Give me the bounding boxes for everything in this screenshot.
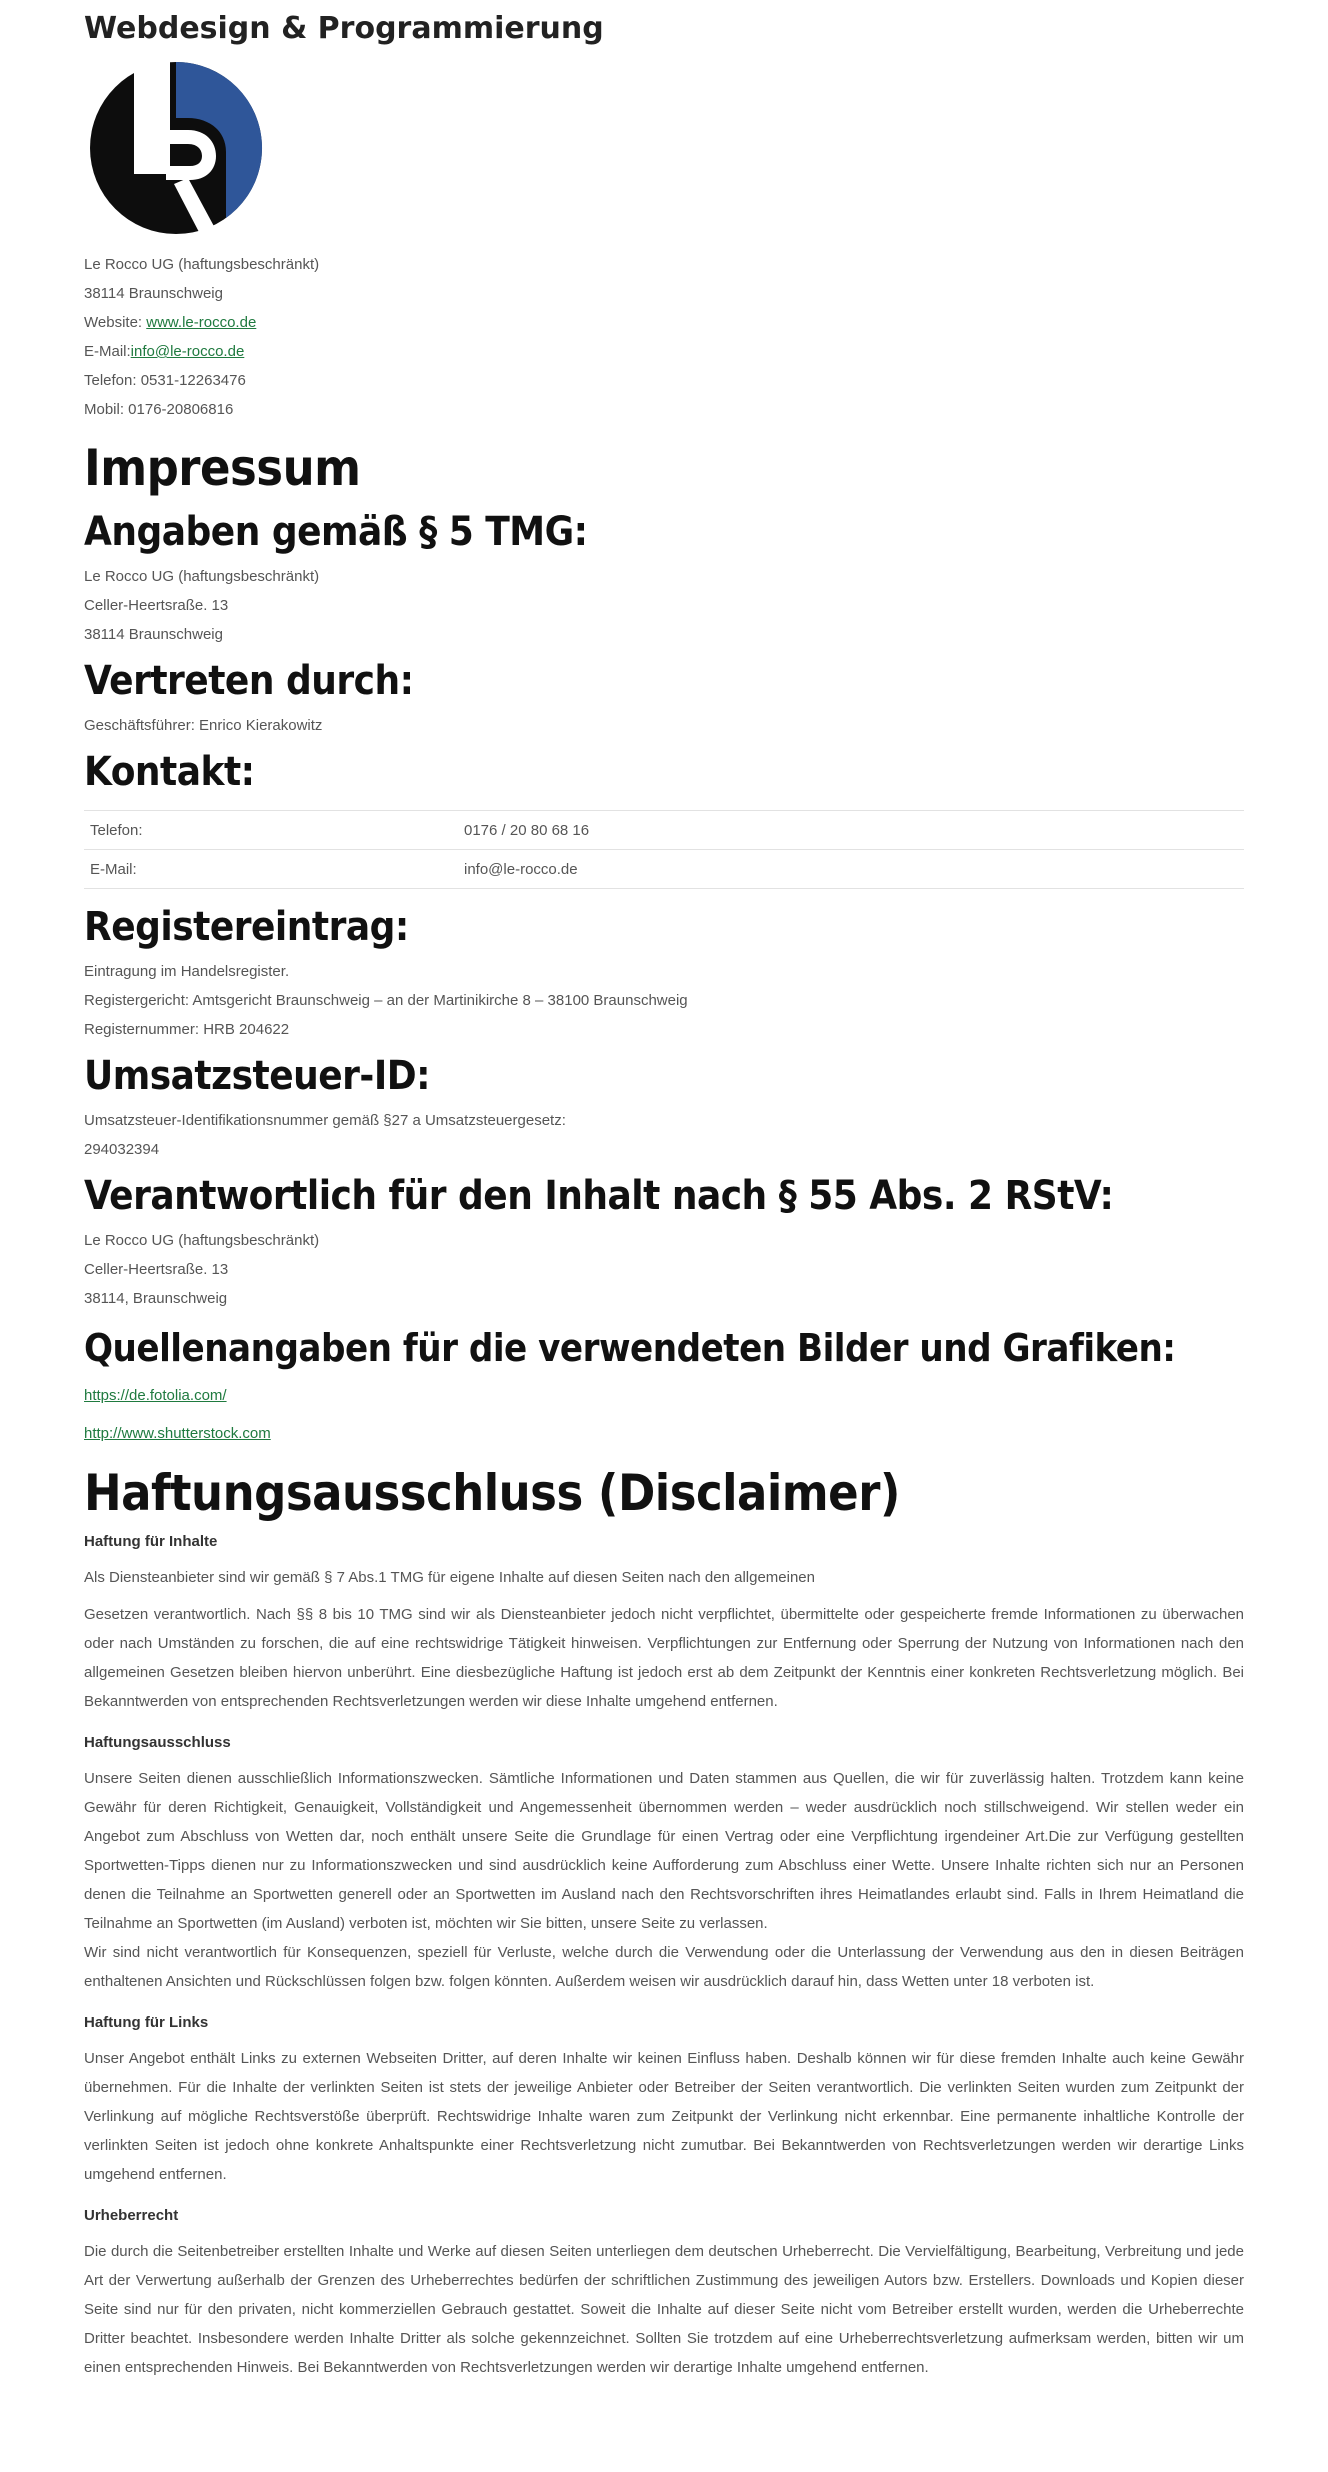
haftungsausschluss-paragraph: Unsere Seiten dienen ausschließlich Informationszwecken. Sämtliche Informationen und Daten stammen aus Quellen, die wir für zuverlässig halten. Trotzdem kann keine Gewähr für deren Richtigkeit, Genauigkeit, Vollständigkeit und Angemessenheit übernommen werden – weder ausdrücklich noch stillschweigend. Wir stellen weder ein Angebot zum Abschluss von Wetten dar, noch enthält unsere Seite die Grundlage für einen Vertrag oder eine Verpflichtung irgendeiner Art.Die zur Verfügung gestellten Sportwetten-Tipps dienen nur zu Informationszwecken und sind ausdrücklich keine Aufforderung zum Abschluss einer Wette. Unsere Inhalte richten sich nur an Personen denen die Teilnahme an Sportwetten generell oder an Sportwetten im Ausland nach den Rechtsvorschriften ihres Heimatlandes erlaubt sind. Falls in Ihrem Heimatland die Teilnahme an Sportwetten (im Ausland) verboten ist, möchten wir Sie bitten, unsere Seite zu verlassen.: [84, 1770, 1244, 1932]
vertreten-heading: Vertreten durch:: [84, 658, 414, 704]
ust-heading: Umsatzsteuer-ID:: [84, 1053, 431, 1099]
kontakt-value: 0176 / 20 80 68 16: [458, 811, 1244, 850]
email-link[interactable]: info@le-rocco.de: [130, 343, 245, 360]
contact-card: [84, 250, 1244, 424]
register-line: Registergericht: Amtsgericht Braunschweig – an der Martinikirche 8 – 38100 Braunschweig: [84, 992, 688, 1009]
page: [84, 0, 1244, 2382]
le-rocco-logo[interactable]: [88, 60, 264, 236]
register-line: Registernummer: HRB 204622: [84, 1021, 290, 1038]
disclaimer-title: Haftungsausschluss (Disclaimer): [84, 1464, 900, 1522]
register-heading: Registereintrag:: [84, 904, 409, 950]
ust-line: Umsatzsteuer-Identifikationsnummer gemäß §27 a Umsatzsteuergesetz:: [84, 1112, 566, 1129]
urheberrecht-paragraph: Die durch die Seitenbetreiber erstellten Inhalte und Werke auf diesen Seiten unterliegen dem deutschen Urheberrecht. Die Vervielfältigung, Bearbeitung, Verbreitung und jede Art der Verwertung außerhalb der Grenzen des Urheberrechtes bedürfen der schriftlichen Zustimmung des jeweiligen Autors bzw. Erstellers. Downloads und Kopien dieser Seite sind nur für den privaten, nicht kommerziellen Gebrauch gestattet. Soweit die Inhalte auf dieser Seite nicht vom Betreiber erstellt wurden, werden die Urheberrechte Dritter beachtet. Insbesondere werden Inhalte Dritter als solche gekennzeichnet. Sollten Sie trotzdem auf eine Urheberrechtsverletzung aufmerksam werden, bitten wir um einen entsprechenden Hinweis. Bei Bekanntwerden von Rechtsverletzungen werden wir derartige Inhalte umgehend entfernen.: [84, 2243, 1244, 2376]
angaben-line: 38114 Braunschweig: [84, 626, 223, 643]
haftung-links-heading: Haftung für Links: [84, 2014, 209, 2031]
logo-letter-l-stem: [134, 62, 170, 174]
site-title[interactable]: Webdesign & Programmierung: [84, 11, 604, 46]
angaben-heading: Angaben gemäß § 5 TMG:: [84, 509, 588, 555]
website-link[interactable]: www.le-rocco.de: [146, 314, 257, 331]
angaben-line: Le Rocco UG (haftungsbeschränkt): [84, 568, 320, 585]
email-line: [84, 337, 1244, 366]
kontakt-label: E-Mail:: [84, 850, 458, 889]
fotolia-link[interactable]: https://de.fotolia.com/: [84, 1387, 227, 1404]
ust-text: [84, 1106, 1244, 1164]
mobile-line: Mobil: 0176-20806816: [84, 401, 234, 418]
haftungsausschluss-heading: Haftungsausschluss: [84, 1734, 231, 1751]
angaben-address: [84, 562, 1244, 649]
website-line: [84, 308, 1244, 337]
verantwortlich-address: [84, 1226, 1244, 1313]
haftung-inhalte-heading: Haftung für Inhalte: [84, 1533, 218, 1550]
vertreten-text: Geschäftsführer: Enrico Kierakowitz: [84, 717, 323, 734]
urheberrecht-heading: Urheberrecht: [84, 2207, 179, 2224]
verantwortlich-line: 38114, Braunschweig: [84, 1290, 228, 1307]
haftung-links-paragraph: Unser Angebot enthält Links zu externen Webseiten Dritter, auf deren Inhalte wir keinen Einfluss haben. Deshalb können wir für diese fremden Inhalte auch keine Gewähr übernehmen. Für die Inhalte der verlinkten Seiten ist stets der jeweilige Anbieter oder Betreiber der Seiten verantwortlich. Die verlinkten Seiten wurden zum Zeitpunkt der Verlinkung auf mögliche Rechtsverstöße überprüft. Rechtswidrige Inhalte waren zum Zeitpunkt der Verlinkung nicht erkennbar. Eine permanente inhaltliche Kontrolle der verlinkten Seiten ist jedoch ohne konkrete Anhaltspunkte einer Rechtsverletzung nicht zumutbar. Bei Bekanntwerden von Rechtsverletzungen werden wir derartige Links umgehend entfernen.: [84, 2050, 1244, 2183]
ust-line: 294032394: [84, 1141, 160, 1158]
quellen-heading: Quellenangaben für die verwendeten Bilder und Grafiken:: [84, 1326, 1176, 1370]
kontakt-table: [84, 810, 1244, 889]
quellen-item: [84, 1377, 1244, 1415]
kontakt-label: Telefon:: [84, 811, 458, 850]
angaben-line: Celler-Heertsraße. 13: [84, 597, 229, 614]
table-row: [84, 850, 1244, 889]
haftung-inhalte-paragraph: Gesetzen verantwortlich. Nach §§ 8 bis 10 TMG sind wir als Diensteanbieter jedoch nicht verpflichtet, übermittelte oder gespeicherte fremde Informationen zu überwachen oder nach Umständen zu forschen, die auf eine rechtswidrige Tätigkeit hinweisen. Verpflichtungen zur Entfernung oder Sperrung der Nutzung von Informationen nach den allgemeinen Gesetzen bleiben hiervon unberührt. Eine diesbezügliche Haftung ist jedoch erst ab dem Zeitpunkt der Kenntnis einer konkreten Rechtsverletzung möglich. Bei Bekanntwerden von entsprechenden Rechtsverletzungen werden wir diese Inhalte umgehend entfernen.: [84, 1606, 1244, 1710]
kontakt-heading: Kontakt:: [84, 749, 255, 795]
verantwortlich-line: Le Rocco UG (haftungsbeschränkt): [84, 1232, 320, 1249]
company-name: Le Rocco UG (haftungsbeschränkt): [84, 256, 320, 273]
haftungsausschluss-paragraph: Wir sind nicht verantwortlich für Konsequenzen, speziell für Verluste, welche durch die Verwendung oder die Unterlassung der Verwendung aus den in diesen Beiträgen enthaltenen Ansichten und Rückschlüssen folgen bzw. folgen könnten. Außerdem weisen wir ausdrücklich darauf hin, dass Wetten unter 18 verboten ist.: [84, 1944, 1244, 1990]
register-line: Eintragung im Handelsregister.: [84, 963, 290, 980]
table-row: [84, 811, 1244, 850]
quellen-links: [84, 1377, 1244, 1453]
register-text: [84, 957, 1244, 1044]
shutterstock-link[interactable]: http://www.shutterstock.com: [84, 1425, 271, 1442]
company-city: 38114 Braunschweig: [84, 285, 223, 302]
verantwortlich-line: Celler-Heertsraße. 13: [84, 1261, 229, 1278]
impressum-title: Impressum: [84, 439, 361, 497]
kontakt-value: info@le-rocco.de: [458, 850, 1244, 889]
phone-line: Telefon: 0531-12263476: [84, 372, 246, 389]
email-label: E-Mail:: [84, 343, 131, 360]
haftung-inhalte-paragraph: Als Diensteanbieter sind wir gemäß § 7 Abs.1 TMG für eigene Inhalte auf diesen Seiten nach den allgemeinen: [84, 1569, 815, 1586]
verantwortlich-heading: Verantwortlich für den Inhalt nach § 55 Abs. 2 RStV:: [84, 1173, 1114, 1219]
quellen-item: [84, 1415, 1244, 1453]
website-label: Website:: [84, 314, 147, 331]
